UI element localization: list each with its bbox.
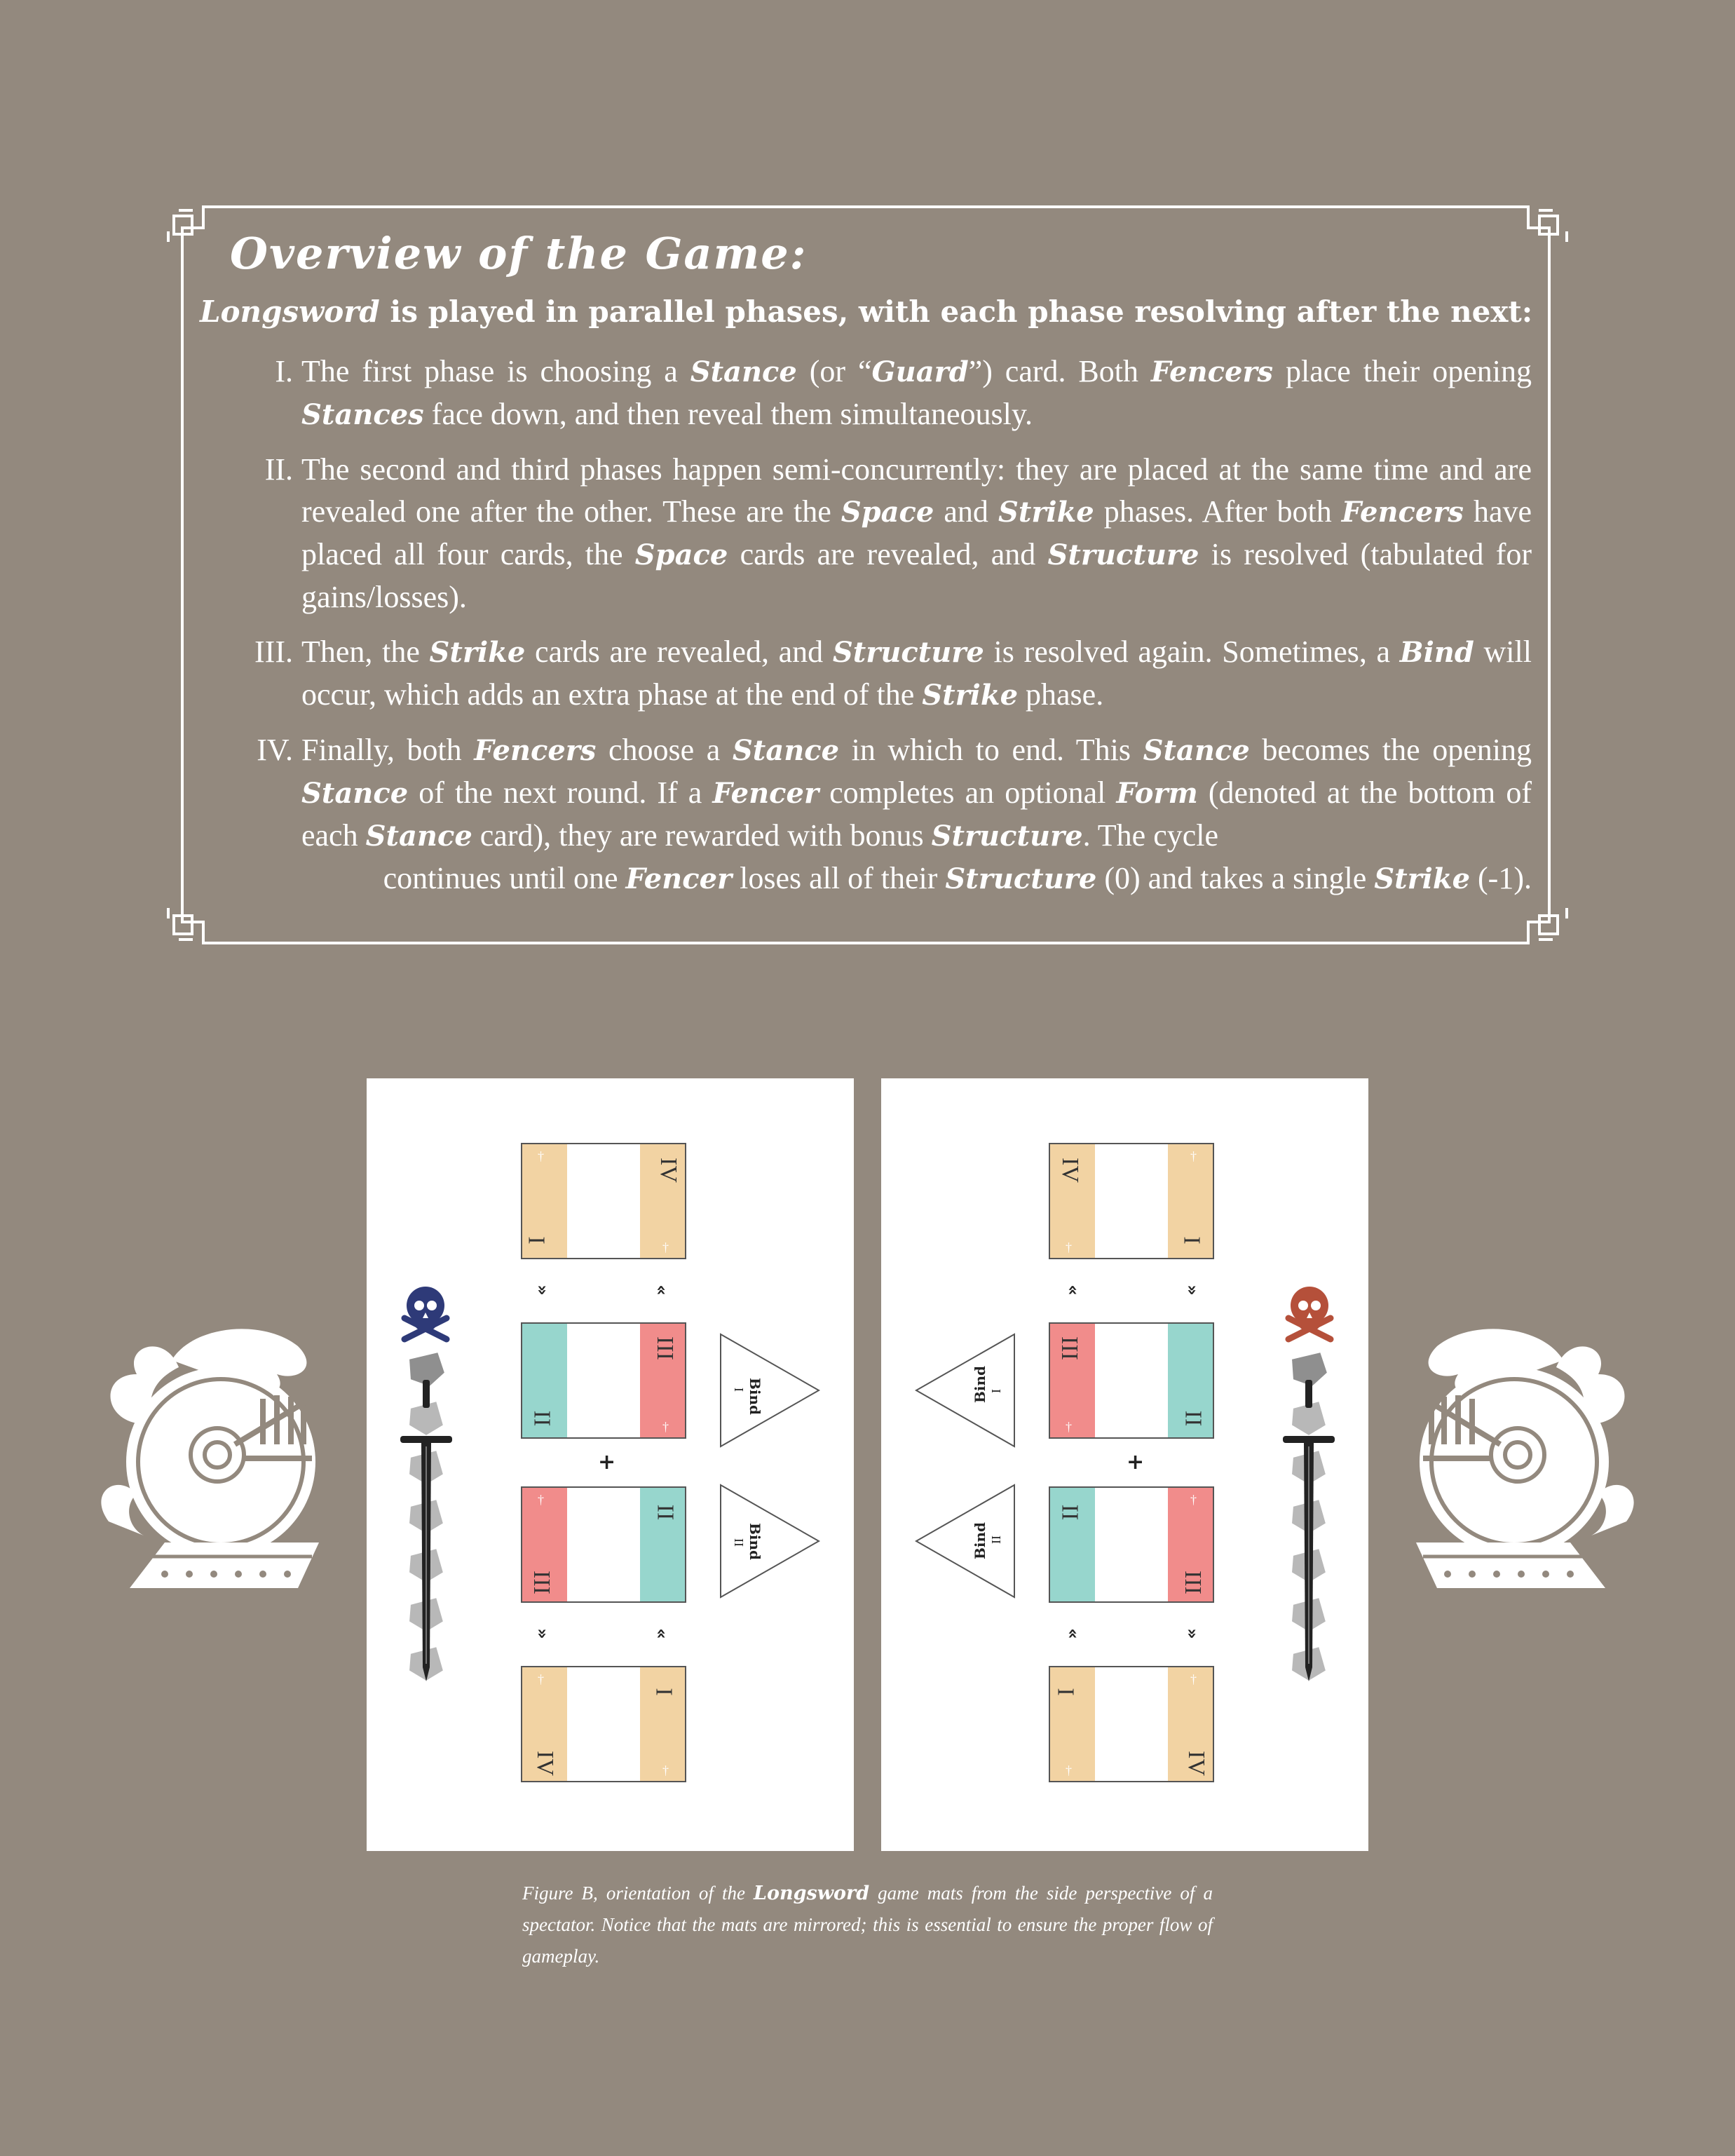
sword-mini-icon: † bbox=[1190, 1149, 1197, 1163]
emphasized-term: Fencer bbox=[712, 777, 819, 810]
bind-numeral: I bbox=[989, 1389, 1003, 1393]
phase-text bbox=[301, 733, 1532, 853]
slot-numeral: I bbox=[1178, 1236, 1205, 1245]
bind-2-slot[interactable] bbox=[714, 1478, 826, 1604]
emphasized-term: Strike bbox=[429, 636, 526, 669]
phase-numeral: III. bbox=[254, 635, 293, 669]
phase-text-run: ”) card. Both bbox=[968, 354, 1151, 388]
slot-numeral: III bbox=[651, 1336, 678, 1360]
sword-icon bbox=[1277, 1345, 1340, 1709]
bind-numeral: I bbox=[732, 1388, 746, 1392]
emphasized-term: Space bbox=[841, 496, 934, 529]
sword-mini-icon: † bbox=[538, 1672, 544, 1686]
slot-numeral: II bbox=[652, 1504, 679, 1521]
phase-text-run: in which to end. This bbox=[839, 733, 1143, 767]
slot-numeral: I bbox=[651, 1688, 677, 1696]
phase-text-run: The first phase is choosing a bbox=[301, 354, 690, 388]
phase-text-run: becomes the opening bbox=[1249, 733, 1532, 767]
slot-numeral: IV bbox=[1183, 1751, 1209, 1776]
phase-text-run: Finally, both bbox=[301, 733, 475, 767]
sword-mini-icon: † bbox=[662, 1240, 669, 1254]
slot-numeral: III bbox=[1179, 1571, 1206, 1594]
phase-text-run: face down, and then reveal them simultaneously. bbox=[423, 397, 1033, 431]
slot-numeral: IV bbox=[1056, 1158, 1083, 1183]
emphasized-term: Structure bbox=[945, 862, 1097, 895]
stance-slot[interactable] bbox=[521, 1143, 686, 1259]
intro-text: is played in parallel phases, with each phase resolving after the next: bbox=[379, 294, 1533, 329]
emphasized-term: Structure bbox=[1047, 538, 1199, 571]
chevron-down-icon: » bbox=[532, 1628, 552, 1639]
sword-mini-icon: † bbox=[1190, 1672, 1197, 1686]
sword-mini-icon: † bbox=[1066, 1420, 1072, 1434]
emphasized-term: Stance bbox=[732, 734, 840, 767]
phase-text-run: completes an optional bbox=[819, 775, 1117, 810]
emphasized-term: Strike bbox=[922, 679, 1019, 712]
bind-1-slot[interactable] bbox=[714, 1327, 826, 1453]
plus-sign: + bbox=[1127, 1450, 1145, 1474]
sword-mini-icon: † bbox=[1190, 1493, 1197, 1507]
phase-text-run: cards are revealed, and bbox=[728, 537, 1048, 571]
sword-mini-icon: † bbox=[662, 1420, 669, 1434]
emphasized-term: Strike bbox=[1374, 862, 1471, 895]
emphasized-term: Fencer bbox=[625, 862, 733, 895]
phase-text-run: continues until one bbox=[383, 861, 626, 895]
phase-text-run: card), they are rewarded with bonus bbox=[472, 818, 932, 853]
emphasized-term: Fencers bbox=[474, 734, 597, 767]
slot-numeral: III bbox=[1056, 1336, 1082, 1360]
phase-text-run: cards are revealed, and bbox=[525, 635, 833, 669]
knight-helmet-icon bbox=[88, 1318, 340, 1613]
chevron-up-icon: « bbox=[651, 1284, 672, 1296]
slot-numeral: III bbox=[528, 1571, 554, 1594]
strike-slot[interactable] bbox=[521, 1486, 686, 1603]
overview-title: Overview of the Game: bbox=[230, 228, 808, 279]
caption-text: Figure B, orientation of the bbox=[522, 1883, 754, 1904]
phase-item bbox=[275, 351, 1532, 436]
emphasized-term: Fencers bbox=[1341, 496, 1464, 529]
bind-numeral: II bbox=[989, 1535, 1003, 1544]
left-game-mat bbox=[367, 1078, 854, 1851]
emphasized-term: Stance bbox=[690, 355, 797, 388]
right-game-mat bbox=[881, 1078, 1368, 1851]
bind-label: Bind bbox=[972, 1521, 988, 1559]
slot-numeral: II bbox=[529, 1410, 555, 1427]
stance-slot[interactable] bbox=[1049, 1666, 1214, 1782]
phase-text-run: choose a bbox=[596, 733, 733, 767]
slot-numeral: II bbox=[1180, 1410, 1206, 1427]
bind-label: Bind bbox=[747, 1523, 763, 1561]
sword-mini-icon: † bbox=[538, 1493, 544, 1507]
caption-game-name: Longsword bbox=[754, 1883, 870, 1904]
phase-text-run: . The cycle bbox=[1082, 818, 1219, 853]
phase-item bbox=[264, 449, 1532, 618]
emphasized-term: Stance bbox=[365, 820, 472, 853]
phase-numeral: IV. bbox=[257, 733, 293, 767]
phase-item bbox=[254, 631, 1532, 717]
bind-label: Bind bbox=[972, 1365, 988, 1403]
skull-crossbones-icon bbox=[400, 1282, 451, 1345]
phase-text-run: is resolved (tabulated for gains/losses). bbox=[301, 537, 1532, 614]
phase-text-run: is resolved again. Sometimes, a bbox=[984, 635, 1400, 669]
sword-mini-icon: † bbox=[1066, 1763, 1072, 1777]
bind-label: Bind bbox=[747, 1378, 763, 1416]
emphasized-term: Bind bbox=[1399, 636, 1474, 669]
chevron-up-icon: « bbox=[1063, 1628, 1083, 1639]
phase-text-run: have placed all four cards, the bbox=[301, 494, 1532, 571]
phase-text bbox=[301, 452, 1532, 614]
phase-numeral: I. bbox=[275, 354, 293, 388]
chevron-down-icon: » bbox=[532, 1284, 552, 1296]
phase-text-run: loses all of their bbox=[732, 861, 946, 895]
stance-slot[interactable] bbox=[521, 1666, 686, 1782]
phase-text-run: of the next round. If a bbox=[408, 775, 713, 810]
slot-numeral: II bbox=[1056, 1504, 1083, 1521]
chevron-up-icon: « bbox=[651, 1628, 672, 1639]
slot-numeral: I bbox=[1052, 1688, 1079, 1696]
phase-text-run: Then, the bbox=[301, 635, 430, 669]
phase-text-last-line bbox=[301, 857, 1532, 900]
phase-item bbox=[257, 729, 1532, 900]
phase-numeral: II. bbox=[264, 452, 293, 487]
phase-text-run: phase. bbox=[1018, 677, 1104, 712]
stance-slot[interactable] bbox=[1049, 1143, 1214, 1259]
emphasized-term: Structure bbox=[832, 636, 984, 669]
strike-slot[interactable] bbox=[1049, 1486, 1214, 1603]
sword-icon bbox=[395, 1345, 458, 1709]
phase-text-run: (-1). bbox=[1470, 861, 1532, 895]
chevron-down-icon: » bbox=[1182, 1284, 1202, 1296]
emphasized-term: Space bbox=[634, 538, 728, 571]
space-slot[interactable] bbox=[1049, 1322, 1214, 1439]
slot-numeral: I bbox=[523, 1236, 550, 1245]
chevron-down-icon: » bbox=[1182, 1628, 1202, 1639]
bind-numeral: II bbox=[732, 1538, 746, 1547]
emphasized-term: Strike bbox=[998, 496, 1094, 529]
phase-text-run: (0) and takes a single bbox=[1096, 861, 1375, 895]
bind-2-slot[interactable] bbox=[909, 1478, 1021, 1604]
overview-intro bbox=[200, 294, 1546, 329]
sword-mini-icon: † bbox=[538, 1149, 544, 1163]
caption-text: game mats from the side perspective of a spectator. Notice that the mats are mirrored; this is essential to ensure the proper flow of gameplay. bbox=[522, 1883, 1213, 1967]
slot-numeral: IV bbox=[655, 1158, 681, 1183]
phase-text-run: The second and third phases happen semi-concurrently: they are placed at the same time and are revealed one after the other. These are the bbox=[301, 452, 1532, 529]
sword-mini-icon: † bbox=[1066, 1240, 1072, 1254]
sword-mini-icon: † bbox=[662, 1763, 669, 1777]
chevron-up-icon: « bbox=[1063, 1284, 1083, 1296]
game-name: Longsword bbox=[200, 294, 380, 329]
bind-1-slot[interactable] bbox=[909, 1327, 1021, 1453]
phase-text-run: place their opening bbox=[1273, 354, 1532, 388]
emphasized-term: Form bbox=[1116, 777, 1198, 810]
phase-text-run: will occur, which adds an extra phase at the end of the bbox=[301, 635, 1532, 712]
figure-caption bbox=[522, 1878, 1213, 1972]
emphasized-term: Stance bbox=[1143, 734, 1250, 767]
phase-text-run: phases. After both bbox=[1094, 494, 1342, 529]
phase-text-run: (or “ bbox=[796, 354, 872, 388]
space-slot[interactable] bbox=[521, 1322, 686, 1439]
phase-text-run: (denoted at the bottom of each bbox=[301, 775, 1532, 853]
phase-text-run: and bbox=[934, 494, 998, 529]
phase-text bbox=[301, 635, 1532, 712]
knight-helmet-icon bbox=[1395, 1318, 1647, 1613]
emphasized-term: Stance bbox=[301, 777, 409, 810]
emphasized-term: Fencers bbox=[1150, 355, 1274, 388]
card-band bbox=[1050, 1667, 1095, 1781]
emphasized-term: Guard bbox=[871, 355, 969, 388]
emphasized-term: Stances bbox=[301, 398, 424, 431]
slot-numeral: IV bbox=[531, 1751, 558, 1776]
phase-text bbox=[301, 354, 1532, 431]
plus-sign: + bbox=[598, 1450, 616, 1474]
skull-crossbones-icon bbox=[1284, 1282, 1335, 1345]
emphasized-term: Structure bbox=[931, 820, 1083, 853]
